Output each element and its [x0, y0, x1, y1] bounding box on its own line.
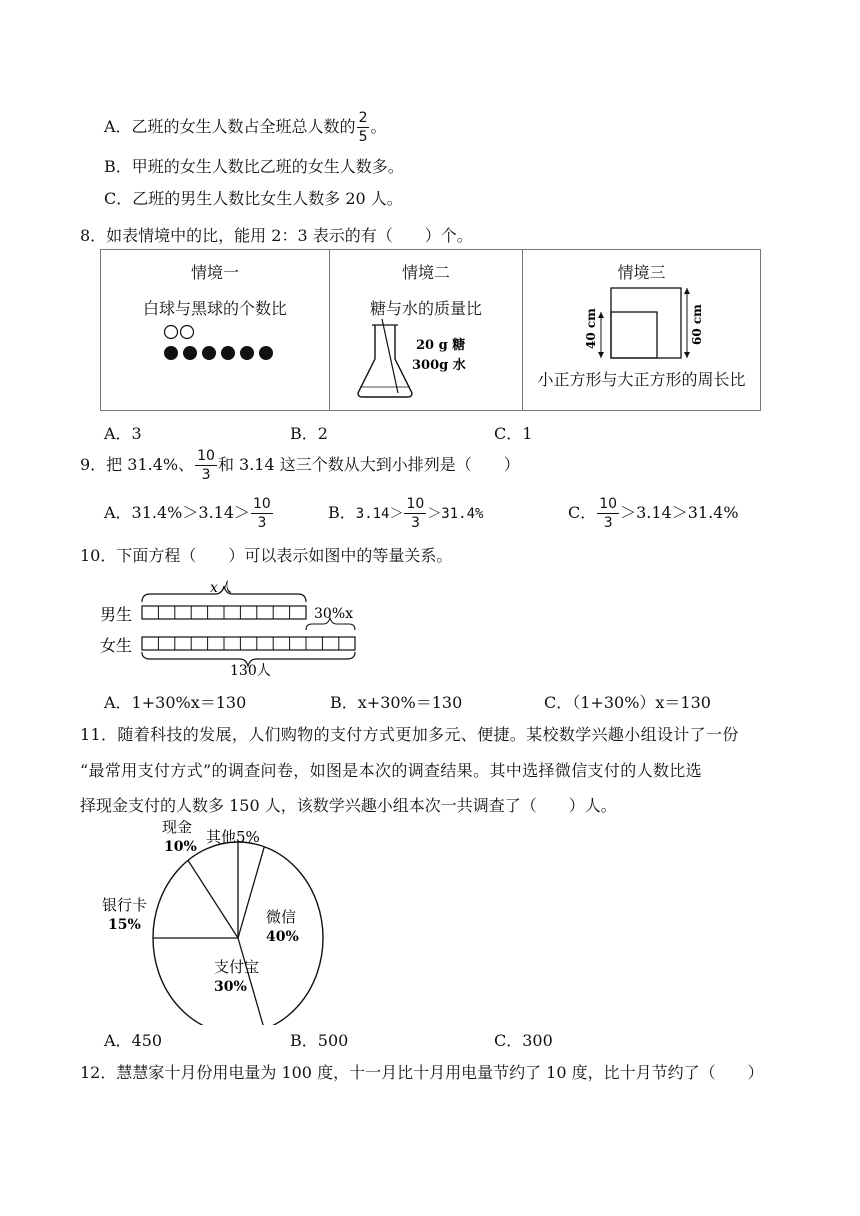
situation-1-title: 情境一	[190, 263, 239, 282]
q11-line-3: 择现金支付的人数多 150 人，该数学兴趣小组本次一共调查了（ ）人。	[80, 796, 617, 815]
situation-2-title: 情境二	[401, 263, 450, 282]
svg-text:银行卡: 银行卡	[102, 896, 148, 914]
black-ball	[202, 346, 216, 360]
pie-slice-label	[266, 908, 299, 945]
q9-option-b: B．3.14＞ $\frac{10}{3}$ ＞31.4%	[328, 496, 484, 531]
q7-fraction: $\frac{2}{5}$	[358, 110, 368, 145]
situation-3-title: 情境三	[617, 263, 666, 282]
q9-stem: 9．把 31.4%、 $\frac{10}{3}$ 和 3.14 这三个数从大到小排列是（ ）	[80, 448, 520, 483]
q7-option-a: A．乙班的女生人数占全班总人数的 $\frac{2}{5}$ 。	[104, 110, 387, 145]
total-label: 130人	[230, 663, 271, 676]
flask-icon	[358, 325, 412, 397]
q8-option-b: B．2	[290, 424, 328, 443]
white-ball	[181, 326, 194, 339]
q11-line-1: 11．随着科技的发展，人们购物的支付方式更加多元、便捷。某校数学兴趣小组设计了一份	[80, 725, 739, 744]
situation-3-desc: 小正方形与大正方形的周长比	[537, 370, 746, 389]
water-label: 300g 水	[412, 358, 466, 373]
q7-option-b: B．甲班的女生人数比乙班的女生人数多。	[104, 157, 404, 176]
q10-option-c: C．（1+30%）x＝130	[544, 693, 711, 712]
q10-option-a: A．1+30%x＝130	[104, 693, 247, 712]
q12-stem: 12．慧慧家十月份用电量为 100 度，十一月比十月用电量节约了 10 度，比十月节约了（ ）	[80, 1063, 764, 1082]
sugar-label: 20 g 糖	[416, 338, 466, 353]
svg-text:15%: 15%	[108, 917, 141, 933]
small-square-side: 40 cm	[584, 308, 598, 349]
situation-1-cell	[101, 250, 330, 411]
black-ball	[221, 346, 235, 360]
pie-slice-label	[162, 820, 197, 855]
bar-diagram	[98, 580, 368, 676]
q9-option-c: C． $\frac{10}{3}$ ＞3.14＞31.4%	[568, 496, 739, 531]
situation-table	[100, 249, 761, 411]
pie-slice-boundary	[188, 860, 238, 938]
situation-1-desc: 白球与黑球的个数比	[142, 299, 287, 318]
girls-bar	[142, 637, 355, 650]
svg-text:微信: 微信	[266, 908, 297, 926]
svg-text:现金: 现金	[162, 820, 193, 836]
q11-option-b: B．500	[290, 1031, 349, 1050]
flask-figure	[330, 319, 522, 399]
q11-option-c: C．300	[494, 1031, 553, 1050]
extra-label: 30%x	[314, 606, 354, 622]
q10-stem: 10．下面方程（ ）可以表示如图中的等量关系。	[80, 546, 453, 565]
q8-option-c: C．1	[494, 424, 533, 443]
q9-option-a: A．31.4%＞3.14＞ $\frac{10}{3}$	[104, 496, 271, 531]
girls-label: 女生	[100, 636, 133, 655]
black-ball	[183, 346, 197, 360]
big-square-side: 60 cm	[690, 304, 704, 345]
black-ball	[164, 346, 178, 360]
svg-text:支付宝: 支付宝	[214, 958, 260, 976]
svg-text:40%: 40%	[266, 929, 299, 945]
situation-3-cell	[523, 250, 761, 411]
q7-option-c: C．乙班的男生人数比女生人数多 20 人。	[104, 189, 403, 208]
squares-figure	[523, 283, 760, 363]
q8-option-a: A．3	[104, 424, 142, 443]
black-ball	[240, 346, 254, 360]
q8-stem: 8．如表情境中的比，能用 2：3 表示的有（ ）个。	[80, 226, 473, 245]
small-square	[611, 312, 657, 358]
big-square	[611, 288, 681, 358]
balls-figure	[101, 319, 329, 379]
pie-slice-label	[206, 828, 260, 846]
white-ball	[165, 326, 178, 339]
svg-text:其他5%: 其他5%	[206, 828, 260, 846]
boys-label: 男生	[100, 605, 133, 624]
q11-option-a: A．450	[104, 1031, 163, 1050]
pie-slice-label	[102, 896, 147, 933]
payment-pie-chart	[96, 820, 336, 1025]
situation-2-desc: 糖与水的质量比	[369, 299, 482, 318]
black-ball	[259, 346, 273, 360]
boys-count-label: x人	[210, 580, 232, 596]
q10-option-b: B．x+30%＝130	[330, 693, 463, 712]
svg-text:30%: 30%	[214, 979, 247, 995]
q11-line-2: “最常用支付方式”的调查问卷，如图是本次的调查结果。其中选择微信支付的人数比选	[80, 761, 703, 780]
svg-text:10%: 10%	[164, 839, 197, 855]
q9-fraction: $\frac{10}{3}$	[197, 448, 215, 483]
pie-slice-boundary	[238, 847, 264, 938]
situation-2-cell	[330, 250, 523, 411]
